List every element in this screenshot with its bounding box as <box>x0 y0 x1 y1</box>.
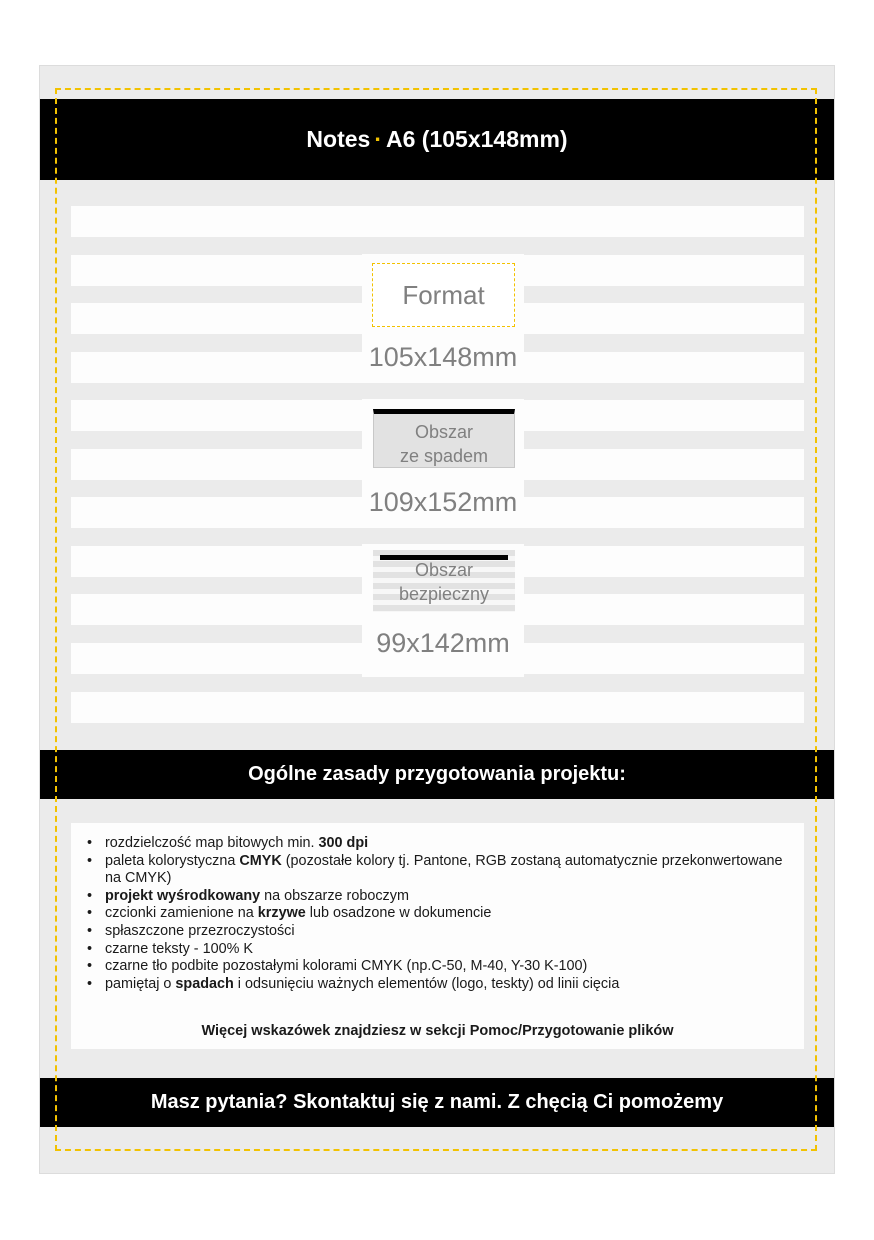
product-size: A6 (105x148mm) <box>386 126 568 152</box>
rules-heading: Ogólne zasady przygotowania projektu: <box>40 750 834 799</box>
rule-text: spłaszczone przezroczystości <box>105 922 295 939</box>
rule-emphasis: CMYK <box>239 852 282 869</box>
rule-text: (pozostałe kolory tj. Pantone, RGB zostaną automatycznie przekonwertowane na CMYK) <box>105 852 783 887</box>
rule-emphasis: projekt wyśrodkowany <box>105 887 261 904</box>
format-dimension: 105x148mm <box>368 342 518 372</box>
rule-text: i odsunięciu ważnych elementów (logo, teskty) od linii cięcia <box>233 975 620 992</box>
rule-emphasis: krzywe <box>257 905 306 922</box>
rules-list <box>85 835 785 993</box>
bleed-label-line1: Obszar <box>414 422 474 442</box>
bleed-dimension: 109x152mm <box>368 487 518 517</box>
bleed-label-line2: ze spadem <box>399 446 489 466</box>
contact-banner: Masz pytania? Skontaktuj się z nami. Z chęcią Ci pomożemy <box>40 1078 834 1127</box>
rule-item <box>85 888 785 906</box>
rule-text: paleta kolorystyczna <box>105 852 240 869</box>
rule-item <box>85 976 785 994</box>
bleed-area-indicator <box>373 409 515 468</box>
rule-emphasis: spadach <box>175 975 234 992</box>
rule-text: czarne tło podbite pozostałymi kolorami CMYK (np.C-50, M-40, Y-30 K-100) <box>105 958 588 975</box>
rule-text: na obszarze roboczym <box>260 887 409 904</box>
safe-area-indicator <box>373 550 515 612</box>
safe-dimension: 99x142mm <box>376 628 510 658</box>
format-label: Format <box>402 279 485 310</box>
rule-item <box>85 835 785 853</box>
rule-text: pamiętaj o <box>105 975 176 992</box>
title-separator: · <box>374 126 382 152</box>
note-line <box>71 206 804 237</box>
more-info-text: Więcej wskazówek znajdziesz w sekcji Pomoc/Przygotowanie plików <box>201 1023 674 1039</box>
note-line <box>71 692 804 723</box>
safe-label-line1: Obszar <box>414 560 474 580</box>
rule-text: czcionki zamienione na <box>105 905 258 922</box>
rule-item <box>85 853 785 888</box>
safe-label-line2: bezpieczny <box>398 584 490 604</box>
rules-panel <box>71 823 804 1049</box>
product-name: Notes <box>306 126 371 152</box>
rule-item <box>85 958 785 976</box>
rule-text: czarne teksty - 100% K <box>105 940 253 957</box>
rule-item <box>85 941 785 959</box>
rule-text: lub osadzone w dokumencie <box>305 905 492 922</box>
rule-text: rozdzielczość map bitowych min. <box>105 835 319 851</box>
format-indicator <box>372 263 515 327</box>
rule-item <box>85 923 785 941</box>
template-sheet <box>40 66 834 1173</box>
page-title <box>40 99 834 180</box>
rule-item <box>85 905 785 923</box>
rule-emphasis: 300 dpi <box>318 835 369 851</box>
